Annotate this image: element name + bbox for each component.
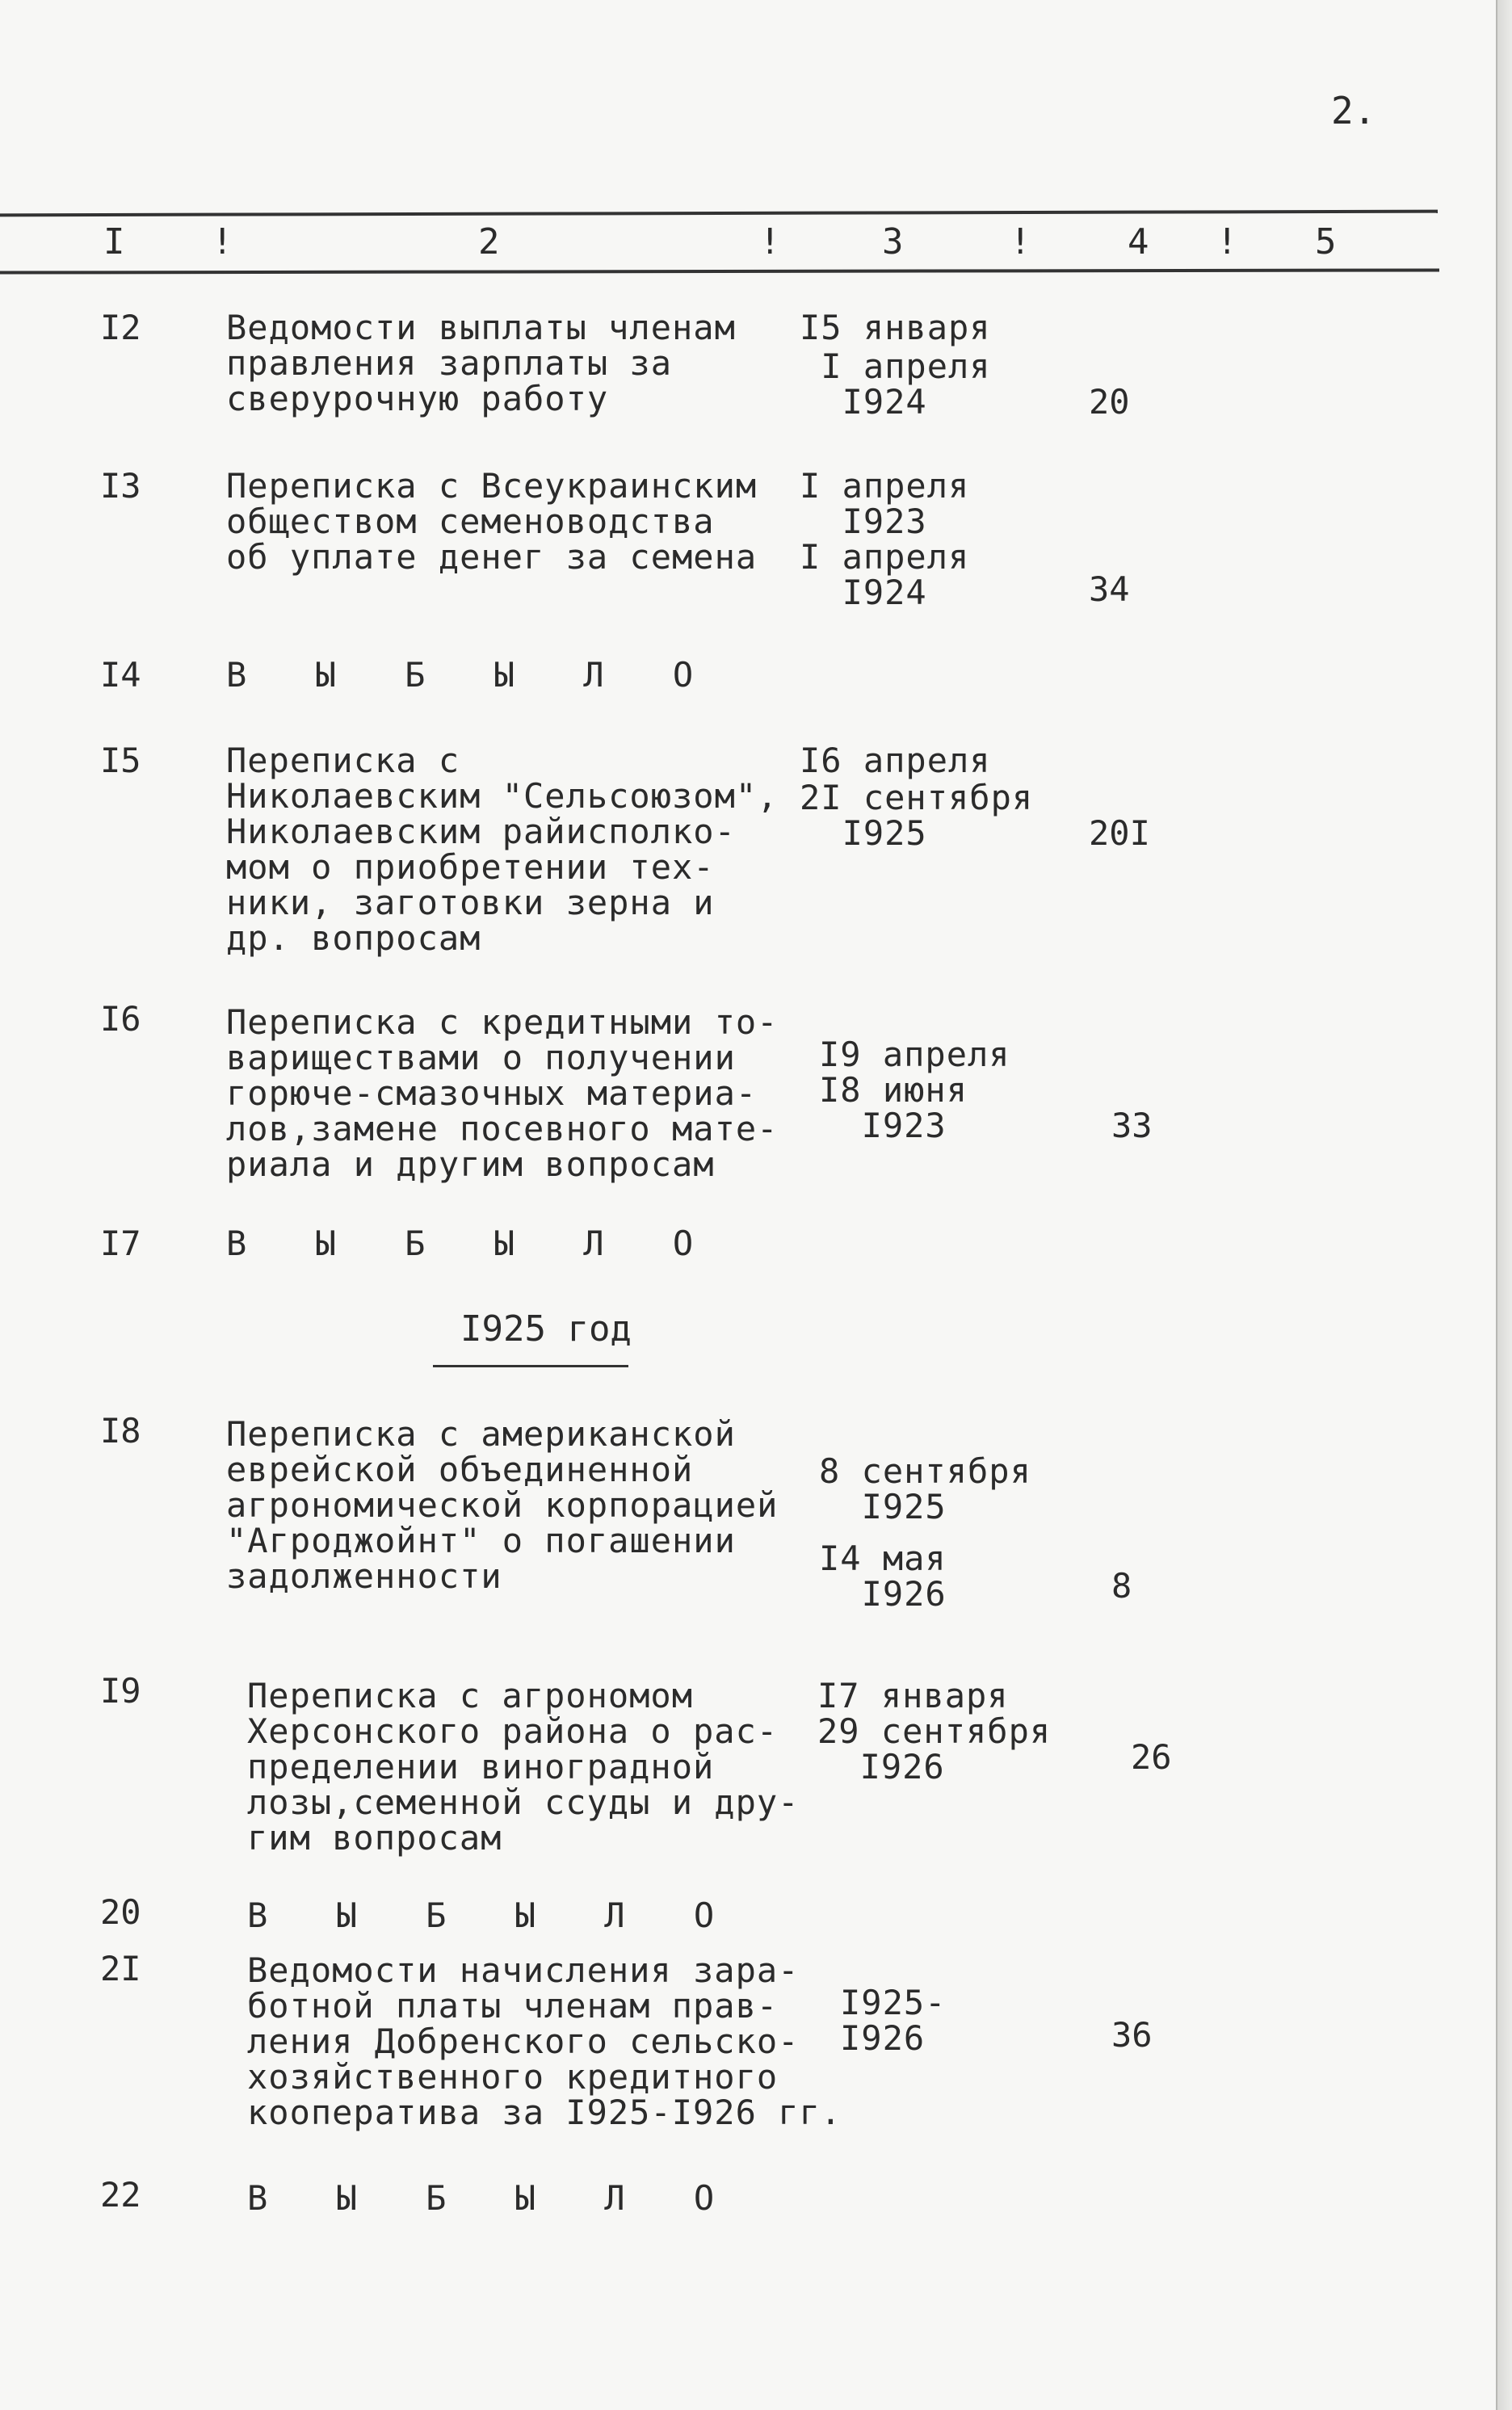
- entry-number: I5: [100, 741, 141, 780]
- entry-date-line: I925-: [840, 1983, 947, 2022]
- entry-date-line: I апреля: [800, 346, 991, 386]
- entry-number: 20: [100, 1892, 141, 1932]
- entry-description-line: мом о приобретении тех-: [226, 847, 715, 887]
- entry-number: I3: [100, 466, 141, 506]
- header-separator: !: [1010, 221, 1031, 262]
- year-heading: I925 год: [460, 1308, 632, 1350]
- entry-date-line: I925: [800, 813, 927, 853]
- entry-date-line: I апреля: [800, 537, 970, 577]
- entry-date-line: I926: [819, 1574, 947, 1614]
- entry-number: 22: [100, 2175, 141, 2215]
- header-col-5: 5: [1315, 221, 1337, 262]
- entry-date-line: I5 января: [800, 308, 991, 347]
- entry-description-line: В Ы Б Ы Л О: [247, 2178, 739, 2218]
- entry-date-line: I926: [817, 1747, 945, 1787]
- header-top-rule: [0, 210, 1438, 217]
- entry-description-line: Переписка с агрономом: [247, 1676, 694, 1715]
- entry-description-line: кооператива за I925-I926 гг.: [247, 2093, 842, 2132]
- entry-description-line: Херсонского района о рас-: [247, 1711, 779, 1751]
- entry-description-line: ботной платы членам прав-: [247, 1986, 779, 2026]
- entry-number: I8: [100, 1411, 141, 1451]
- entry-sheet-count: 8: [1111, 1566, 1132, 1606]
- header-separator: !: [1216, 221, 1238, 262]
- entry-date-line: I8 июня: [819, 1070, 968, 1110]
- entry-date-line: I4 мая: [819, 1539, 947, 1578]
- entry-number: 2I: [100, 1949, 141, 1988]
- entry-number: I4: [100, 655, 141, 695]
- entry-description-line: обществом семеноводства: [226, 502, 715, 541]
- entry-sheet-count: 36: [1111, 2015, 1153, 2055]
- entry-description-line: лозы,семенной ссуды и дру-: [247, 1782, 800, 1822]
- entry-date-line: I923: [800, 502, 927, 541]
- entry-description-line: Переписка с американской: [226, 1414, 736, 1454]
- entry-date-line: I923: [819, 1106, 947, 1145]
- entry-date-line: I924: [800, 573, 927, 612]
- entry-sheet-count: 33: [1111, 1106, 1153, 1145]
- entry-number: I7: [100, 1224, 141, 1263]
- entry-sheet-count: 20I: [1089, 813, 1150, 853]
- entry-date-line: I924: [800, 382, 927, 422]
- entry-description-line: В Ы Б Ы Л О: [247, 1896, 739, 1935]
- entry-description-line: др. вопросам: [226, 918, 481, 958]
- header-separator: !: [759, 221, 781, 262]
- entry-description-line: агрономической корпорацией: [226, 1485, 779, 1525]
- entry-date-line: 8 сентября: [819, 1451, 1031, 1491]
- entry-description-line: Николаевским райисполко-: [226, 812, 736, 851]
- entry-date-line: 29 сентября: [817, 1711, 1052, 1751]
- page-edge: [1496, 0, 1512, 2410]
- entry-description-line: ления Добренского сельско-: [247, 2022, 800, 2061]
- entry-date-line: I9 апреля: [819, 1035, 1010, 1074]
- entry-date-line: I925: [819, 1487, 947, 1526]
- entry-date-line: I926: [840, 2018, 926, 2058]
- entry-description-line: В Ы Б Ы Л О: [226, 655, 718, 695]
- entry-description-line: Переписка с кредитными то-: [226, 1002, 779, 1042]
- entry-number: I6: [100, 999, 141, 1039]
- header-separator: !: [212, 221, 233, 262]
- entry-description-line: лов,замене посевного мате-: [226, 1109, 779, 1148]
- entry-date-line: I7 января: [817, 1676, 1009, 1715]
- entry-description-line: горюче-смазочных материа-: [226, 1073, 758, 1113]
- entry-description-line: риала и другим вопросам: [226, 1144, 715, 1184]
- entry-description-line: Переписка с Всеукраинским: [226, 466, 758, 506]
- entry-number: I2: [100, 308, 141, 347]
- entry-description-line: Ведомости выплаты членам: [226, 308, 736, 347]
- entry-sheet-count: 20: [1089, 382, 1130, 422]
- entry-date-line: I6 апреля: [800, 741, 991, 780]
- entry-description-line: гим вопросам: [247, 1818, 502, 1858]
- entry-description-line: Ведомости начисления зара-: [247, 1950, 800, 1990]
- entry-description-line: Николаевским "Сельсоюзом",: [226, 776, 779, 816]
- header-col-3: 3: [882, 221, 904, 262]
- year-heading-underline: [433, 1365, 628, 1367]
- header-bottom-rule: [0, 268, 1439, 274]
- header-col-1: I: [103, 221, 125, 262]
- entry-description-line: правления зарплаты за: [226, 343, 673, 383]
- entry-description-line: В Ы Б Ы Л О: [226, 1224, 718, 1263]
- page-number: 2.: [1331, 89, 1376, 132]
- entry-description-line: Переписка с: [226, 741, 460, 780]
- entry-description-line: вариществами о получении: [226, 1038, 736, 1077]
- header-col-2: 2: [478, 221, 500, 262]
- entry-description-line: "Агроджойнт" о погашении: [226, 1521, 736, 1560]
- entry-description-line: хозяйственного кредитного: [247, 2057, 779, 2097]
- entry-number: I9: [100, 1671, 141, 1711]
- entry-description-line: задолженности: [226, 1556, 502, 1596]
- entry-date-line: 2I сентября: [800, 778, 1034, 817]
- entry-description-line: сверурочную работу: [226, 379, 609, 418]
- header-col-4: 4: [1128, 221, 1149, 262]
- entry-description-line: пределении виноградной: [247, 1747, 715, 1787]
- entry-description-line: ники, заготовки зерна и: [226, 883, 715, 922]
- entry-sheet-count: 26: [1131, 1737, 1172, 1777]
- entry-sheet-count: 34: [1089, 569, 1130, 609]
- entry-date-line: I апреля: [800, 466, 970, 506]
- entry-description-line: еврейской объединенной: [226, 1450, 694, 1489]
- entry-description-line: об уплате денег за семена: [226, 537, 758, 577]
